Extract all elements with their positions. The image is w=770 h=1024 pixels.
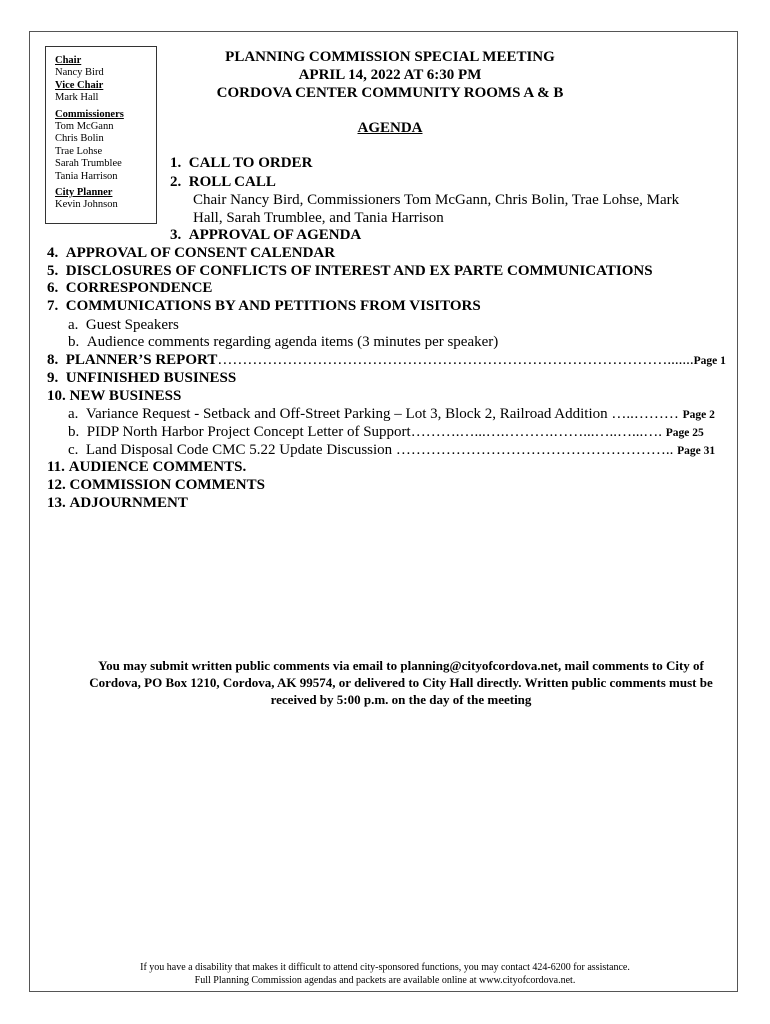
vice-chair-name: Mark Hall [55, 92, 99, 104]
agenda-item-8: 8. PLANNER’S REPORT……………………………………………………………………………….......Page 1 [47, 352, 726, 368]
meeting-title: PLANNING COMMISSION SPECIAL MEETING [225, 49, 555, 65]
roll-call-detail-line1: Chair Nancy Bird, Commissioners Tom McGann, Chris Bolin, Trae Lohse, Mark [193, 192, 680, 208]
agenda-subitem-7a: a. Guest Speakers [68, 317, 179, 333]
page-reference: Page 2 [682, 409, 715, 421]
agenda-item-7: 7. COMMUNICATIONS BY AND PETITIONS FROM VISITORS [47, 298, 481, 314]
agenda-subitem-10c: c. Land Disposal Code CMC 5.22 Update Discussion ……………………………………………….. Page 31 [68, 442, 716, 458]
agenda-item-2: 2. ROLL CALL [170, 174, 276, 190]
commissioners-label: Commissioners [55, 108, 124, 120]
page-reference: Page 25 [665, 427, 704, 439]
footer-note: If you have a disability that makes it difficult to attend city-sponsored functions, you may contact 424-6200 for assistance. Full Planning Commission agendas and packets are available online at www.cityofcordova.net. [140, 962, 630, 986]
officials-box [45, 46, 157, 224]
commissioner-name: Tom McGann [55, 121, 114, 133]
agenda-subitem-7b: b. Audience comments regarding agenda items (3 minutes per speaker) [68, 334, 499, 350]
vice-chair-label: Vice Chair [55, 79, 104, 91]
commissioner-name: Chris Bolin [55, 133, 104, 145]
city-planner-label: City Planner [55, 187, 113, 199]
agenda-item-4: 4. APPROVAL OF CONSENT CALENDAR [47, 245, 336, 261]
agenda-item-10: 10. NEW BUSINESS [47, 388, 182, 404]
agenda-item-9: 9. UNFINISHED BUSINESS [47, 370, 237, 386]
page-reference: Page 31 [677, 445, 716, 457]
agenda-subitem-10b: b. PIDP North Harbor Project Concept Letter of Support……….…...….……….……...…..…...…. Page 25 [68, 424, 704, 440]
chair-name: Nancy Bird [55, 67, 104, 79]
commissioner-name: Trae Lohse [55, 145, 103, 157]
meeting-header [160, 48, 620, 102]
commissioner-name: Sarah Trumblee [55, 158, 122, 170]
city-planner-name: Kevin Johnson [55, 199, 118, 211]
agenda-subitem-10a: a. Variance Request - Setback and Off-Street Parking – Lot 3, Block 2, Railroad Addition …..……… Page 2 [68, 406, 715, 422]
commissioner-name: Tania Harrison [55, 170, 118, 182]
agenda-item-3: 3. APPROVAL OF AGENDA [170, 227, 362, 243]
chair-label: Chair [55, 55, 82, 66]
meeting-date: APRIL 14, 2022 AT 6:30 PM [298, 67, 482, 83]
public-comment-notice: You may submit written public comments via email to planning@cityofcordova.net, mail comments to City of Cordova, PO Box 1210, Cordova, AK 99574, or delivered to City Hall directly. Written public comments must be received by 5:00 p.m. on the day of the meeting [89, 658, 713, 707]
agenda-item-5: 5. DISCLOSURES OF CONFLICTS OF INTEREST AND EX PARTE COMMUNICATIONS [47, 263, 653, 279]
roll-call-detail-line2: Hall, Sarah Trumblee, and Tania Harrison [193, 210, 444, 226]
agenda-item-11: 11. AUDIENCE COMMENTS. [47, 459, 247, 475]
agenda-item-6: 6. CORRESPONDENCE [47, 280, 213, 296]
page-reference: Page 1 [693, 355, 726, 367]
agenda-title: AGENDA [357, 120, 423, 136]
agenda-item-13: 13. ADJOURNMENT [47, 495, 188, 511]
agenda-item-1: 1. CALL TO ORDER [170, 155, 313, 171]
agenda-item-12: 12. COMMISSION COMMENTS [47, 477, 265, 493]
meeting-location: CORDOVA CENTER COMMUNITY ROOMS A & B [216, 85, 564, 101]
